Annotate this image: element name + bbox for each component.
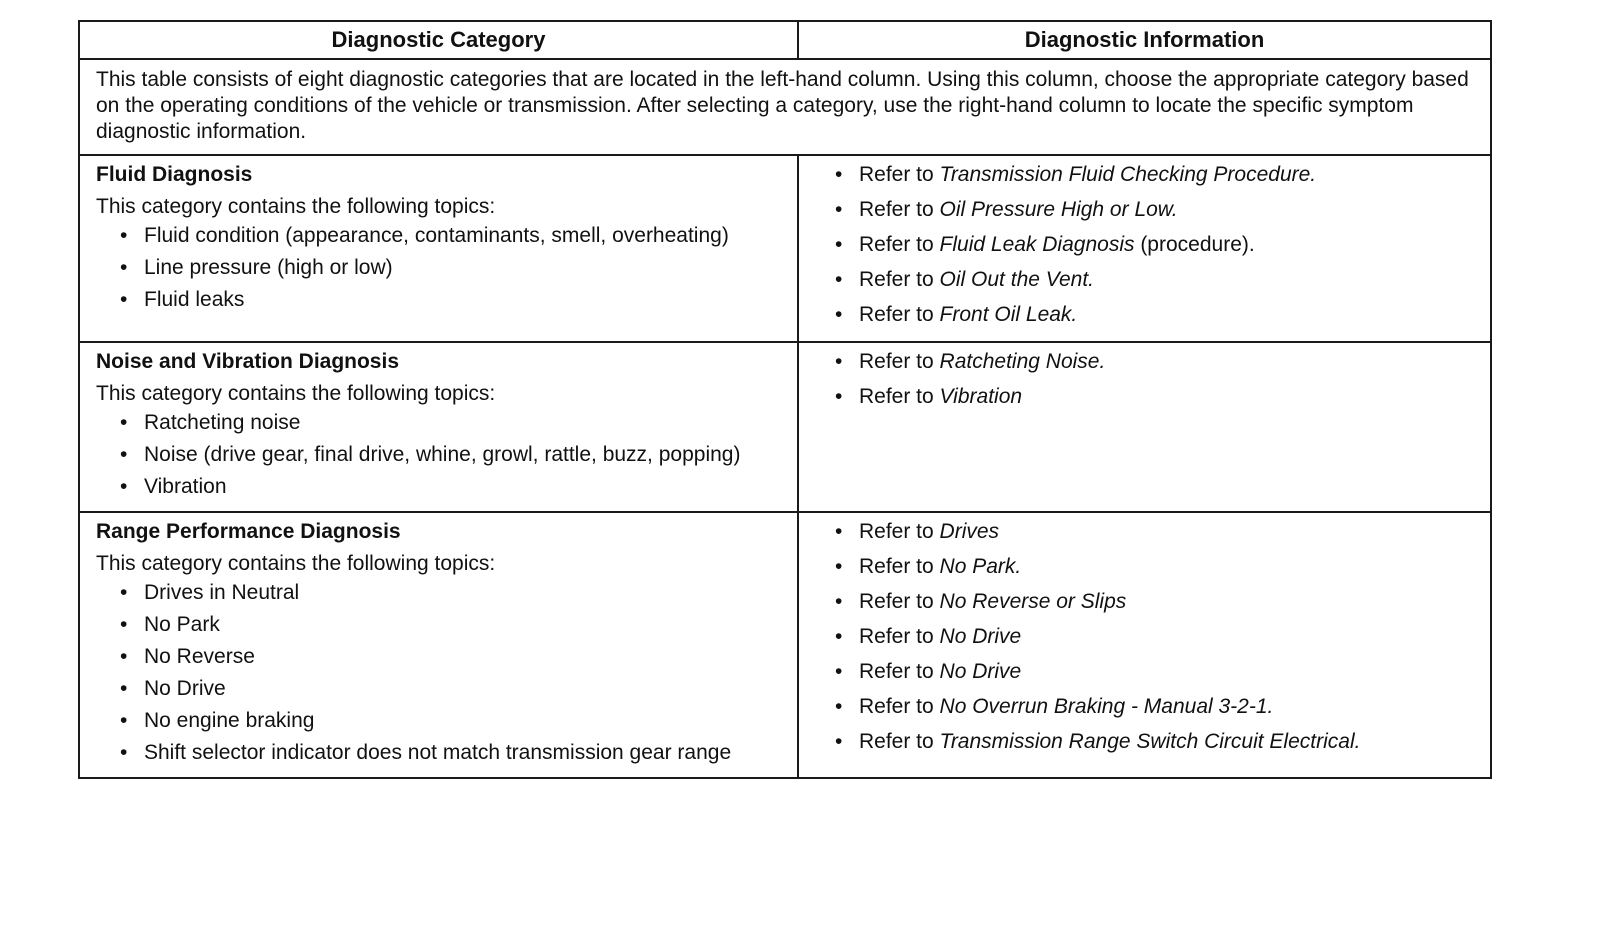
header-diagnostic-information: Diagnostic Information <box>798 21 1491 59</box>
reference-prefix: Refer to <box>859 163 940 186</box>
topic-item: • No engine braking <box>96 709 783 733</box>
reference-title: No Overrun Braking - Manual 3-2-1. <box>939 695 1274 718</box>
reference-prefix: Refer to <box>859 590 940 613</box>
reference-item <box>833 384 1480 410</box>
reference-item <box>833 232 1480 258</box>
reference-item <box>833 197 1480 223</box>
reference-title: Oil Out the Vent. <box>939 268 1095 291</box>
topic-item: • Fluid leaks <box>96 288 783 312</box>
category-row-range-performance-diagnosis <box>79 512 1491 778</box>
information-cell <box>798 512 1491 778</box>
reference-title: Transmission Range Switch Circuit Electrical. <box>939 730 1361 753</box>
topic-list <box>96 411 783 499</box>
reference-list <box>833 162 1480 328</box>
category-cell <box>79 155 798 342</box>
reference-prefix: Refer to <box>859 660 940 683</box>
reference-item <box>833 302 1480 328</box>
reference-prefix: Refer to <box>859 233 940 256</box>
category-row-noise-and-vibration-diagnosis <box>79 342 1491 512</box>
reference-prefix: Refer to <box>859 198 940 221</box>
reference-title: Fluid Leak Diagnosis <box>939 233 1135 256</box>
category-title: Range Performance Diagnosis <box>96 520 401 543</box>
header-diagnostic-category: Diagnostic Category <box>79 21 798 59</box>
diagnostic-table <box>78 20 1492 779</box>
reference-item <box>833 554 1480 580</box>
category-intro: This category contains the following topics: <box>96 195 496 218</box>
category-cell <box>79 342 798 512</box>
reference-item <box>833 519 1480 545</box>
reference-prefix: Refer to <box>859 555 940 578</box>
topic-item: • No Reverse <box>96 645 783 669</box>
reference-suffix: (procedure). <box>1134 233 1255 256</box>
reference-title: No Drive <box>939 660 1022 683</box>
reference-prefix: Refer to <box>859 520 940 543</box>
reference-title: Transmission Fluid Checking Procedure. <box>939 163 1317 186</box>
reference-prefix: Refer to <box>859 730 940 753</box>
reference-prefix: Refer to <box>859 268 940 291</box>
reference-item <box>833 349 1480 375</box>
reference-title: No Reverse or Slips <box>939 590 1127 613</box>
reference-item <box>833 162 1480 188</box>
category-title: Fluid Diagnosis <box>96 163 253 186</box>
reference-item <box>833 659 1480 685</box>
reference-item <box>833 267 1480 293</box>
intro-row <box>79 59 1491 155</box>
information-cell <box>798 155 1491 342</box>
topic-item: • Ratcheting noise <box>96 411 783 435</box>
reference-title: No Park. <box>939 555 1022 578</box>
reference-title: Oil Pressure High or Low. <box>939 198 1178 221</box>
reference-title: No Drive <box>939 625 1022 648</box>
header-row <box>79 21 1491 59</box>
topic-item: • Fluid condition (appearance, contaminants, smell, overheating) <box>96 224 783 248</box>
reference-list <box>833 519 1480 755</box>
reference-prefix: Refer to <box>859 350 940 373</box>
table-intro-text: This table consists of eight diagnostic categories that are located in the left-hand column. Using this column, choose the appropriate category based on the operating conditions of the vehicle or transmission. After selecting a category, use the right-hand column to locate the specific symptom diagnostic information. <box>79 59 1491 155</box>
reference-prefix: Refer to <box>859 385 940 408</box>
topic-list <box>96 581 783 765</box>
reference-title: Ratcheting Noise. <box>939 350 1106 373</box>
reference-item <box>833 589 1480 615</box>
category-title: Noise and Vibration Diagnosis <box>96 350 400 373</box>
reference-prefix: Refer to <box>859 303 940 326</box>
reference-prefix: Refer to <box>859 625 940 648</box>
topic-item: • No Park <box>96 613 783 637</box>
reference-list <box>833 349 1480 410</box>
category-cell <box>79 512 798 778</box>
topic-list <box>96 224 783 312</box>
topic-item: • Shift selector indicator does not match transmission gear range <box>96 741 783 765</box>
category-intro: This category contains the following topics: <box>96 382 496 405</box>
reference-title: Vibration <box>939 385 1023 408</box>
reference-item <box>833 694 1480 720</box>
topic-item: • Vibration <box>96 475 783 499</box>
category-intro: This category contains the following topics: <box>96 552 496 575</box>
topic-item: • Drives in Neutral <box>96 581 783 605</box>
topic-item: • Line pressure (high or low) <box>96 256 783 280</box>
topic-item: • No Drive <box>96 677 783 701</box>
reference-title: Front Oil Leak. <box>939 303 1078 326</box>
reference-item <box>833 729 1480 755</box>
reference-item <box>833 624 1480 650</box>
reference-prefix: Refer to <box>859 695 940 718</box>
reference-title: Drives <box>939 520 1000 543</box>
information-cell <box>798 342 1491 512</box>
topic-item: • Noise (drive gear, final drive, whine, growl, rattle, buzz, popping) <box>96 443 783 467</box>
category-row-fluid-diagnosis <box>79 155 1491 342</box>
